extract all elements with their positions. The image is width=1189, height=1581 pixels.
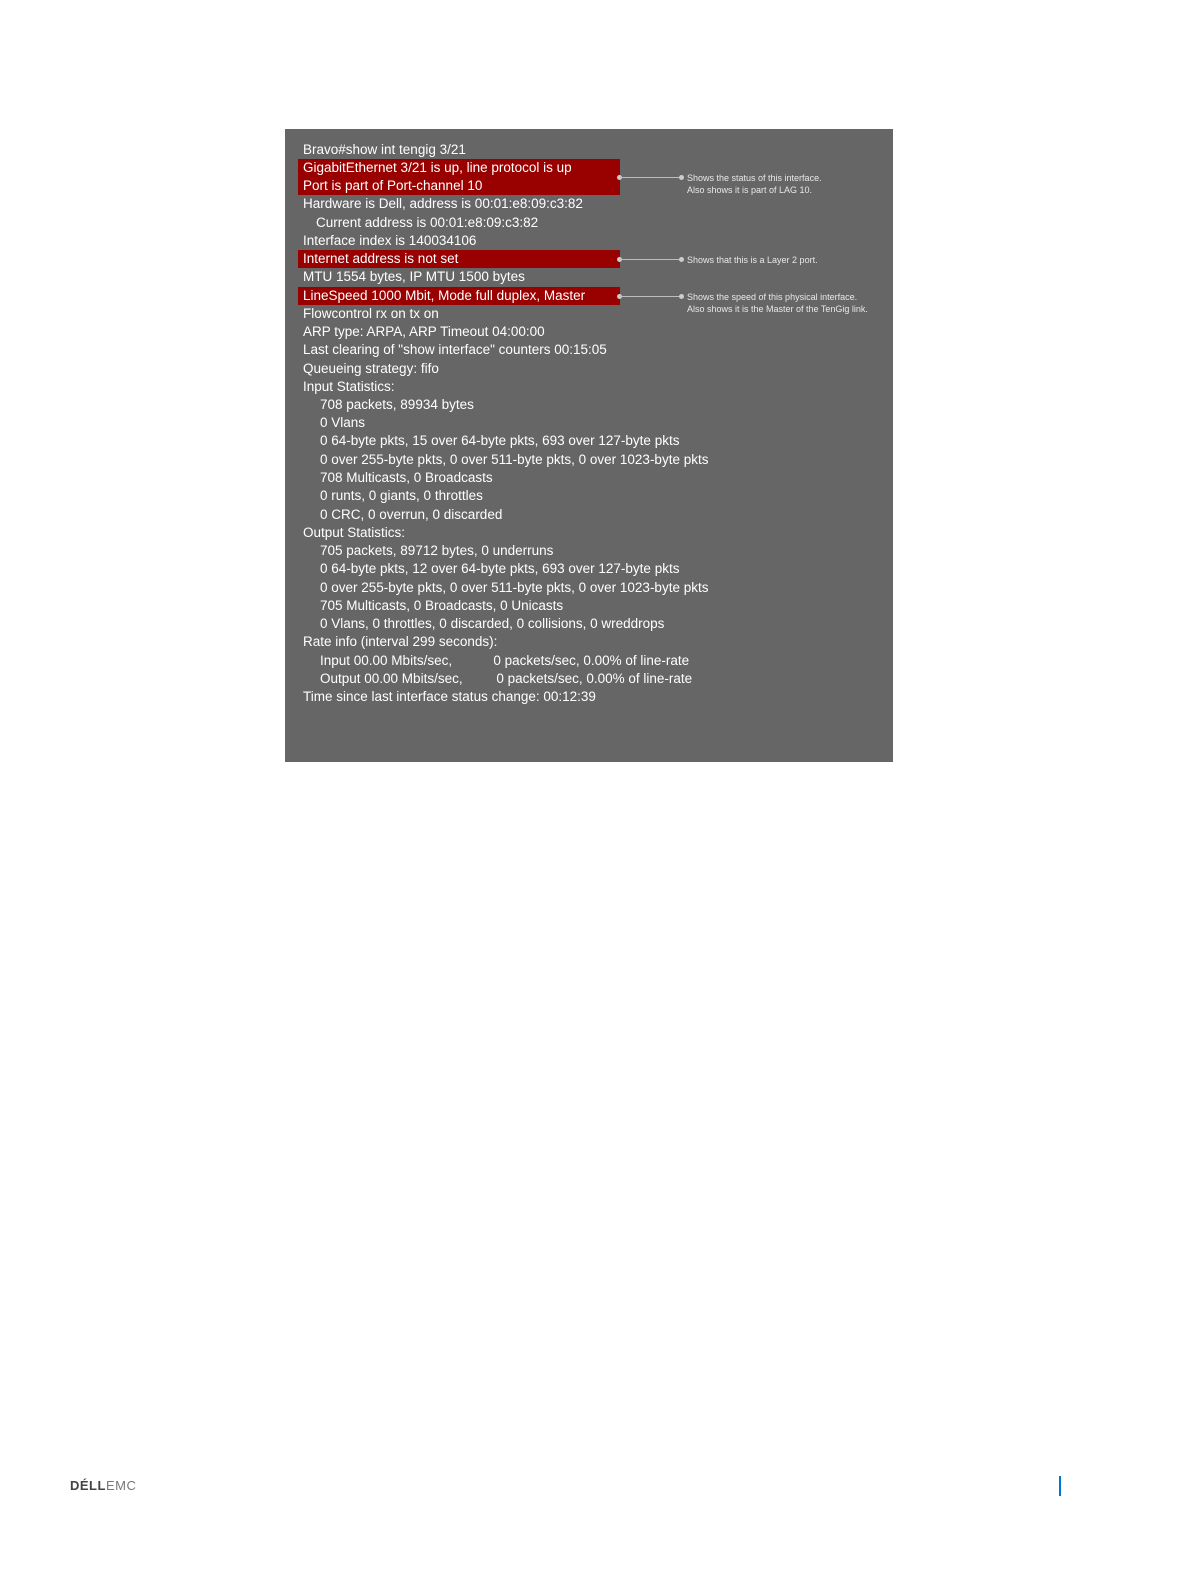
- cli-line: MTU 1554 bytes, IP MTU 1500 bytes: [303, 269, 525, 284]
- cli-line: Flowcontrol rx on tx on: [303, 306, 439, 321]
- cli-line: GigabitEthernet 3/21 is up, line protocol is up: [303, 160, 572, 175]
- leader-line-speed: [620, 296, 682, 297]
- logo-brand: DÉLL: [70, 1478, 106, 1493]
- cli-line: Port is part of Port-channel 10: [303, 178, 483, 193]
- leader-line-layer2: [620, 259, 682, 260]
- dell-emc-logo: [70, 1478, 136, 1493]
- cli-line: Queueing strategy: fifo: [303, 361, 439, 376]
- callout-layer2: Shows that this is a Layer 2 port.: [687, 255, 818, 265]
- cli-line: 0 64-byte pkts, 15 over 64-byte pkts, 693 over 127-byte pkts: [320, 433, 680, 448]
- cli-line: Internet address is not set: [303, 251, 459, 266]
- page-number-divider: [1059, 1476, 1061, 1496]
- cli-line: Last clearing of "show interface" counters 00:15:05: [303, 342, 607, 357]
- callout-status: Shows the status of this interface. Also shows it is part of LAG 10.: [687, 173, 822, 195]
- cli-line: Time since last interface status change: 00:12:39: [303, 689, 596, 704]
- cli-line: Current address is 00:01:e8:09:c3:82: [316, 215, 539, 230]
- cli-line: LineSpeed 1000 Mbit, Mode full duplex, Master: [303, 288, 586, 303]
- cli-line: Output 00.00 Mbits/sec, 0 packets/sec, 0.00% of line-rate: [320, 671, 693, 686]
- leader-dot: [679, 175, 684, 180]
- cli-line: 0 Vlans, 0 throttles, 0 discarded, 0 collisions, 0 wreddrops: [320, 616, 665, 631]
- leader-dot: [679, 257, 684, 262]
- leader-line-status: [620, 177, 682, 178]
- cli-line: Input Statistics:: [303, 379, 395, 394]
- cli-line: 708 Multicasts, 0 Broadcasts: [320, 470, 493, 485]
- callout-speed: Shows the speed of this physical interface. Also shows it is the Master of the TenGig link.: [687, 292, 868, 314]
- cli-line: Bravo#show int tengig 3/21: [303, 142, 466, 157]
- cli-line: 0 over 255-byte pkts, 0 over 511-byte pkts, 0 over 1023-byte pkts: [320, 580, 709, 595]
- cli-line: Output Statistics:: [303, 525, 406, 540]
- cli-line: 0 64-byte pkts, 12 over 64-byte pkts, 693 over 127-byte pkts: [320, 561, 680, 576]
- cli-output-panel: [285, 129, 893, 762]
- cli-line: 0 CRC, 0 overrun, 0 discarded: [320, 507, 503, 522]
- logo-suffix: EMC: [105, 1478, 137, 1493]
- cli-line: 0 Vlans: [320, 415, 366, 430]
- cli-line: Interface index is 140034106: [303, 233, 477, 248]
- cli-line: Hardware is Dell, address is 00:01:e8:09:c3:82: [303, 196, 583, 211]
- cli-line: Input 00.00 Mbits/sec, 0 packets/sec, 0.00% of line-rate: [320, 653, 690, 668]
- cli-line: Rate info (interval 299 seconds):: [303, 634, 498, 649]
- leader-dot: [679, 294, 684, 299]
- cli-line: 708 packets, 89934 bytes: [320, 397, 474, 412]
- cli-line: ARP type: ARPA, ARP Timeout 04:00:00: [303, 324, 545, 339]
- cli-line: 0 runts, 0 giants, 0 throttles: [320, 488, 483, 503]
- cli-line: 705 Multicasts, 0 Broadcasts, 0 Unicasts: [320, 598, 564, 613]
- cli-line: 705 packets, 89712 bytes, 0 underruns: [320, 543, 554, 558]
- cli-line: 0 over 255-byte pkts, 0 over 511-byte pkts, 0 over 1023-byte pkts: [320, 452, 709, 467]
